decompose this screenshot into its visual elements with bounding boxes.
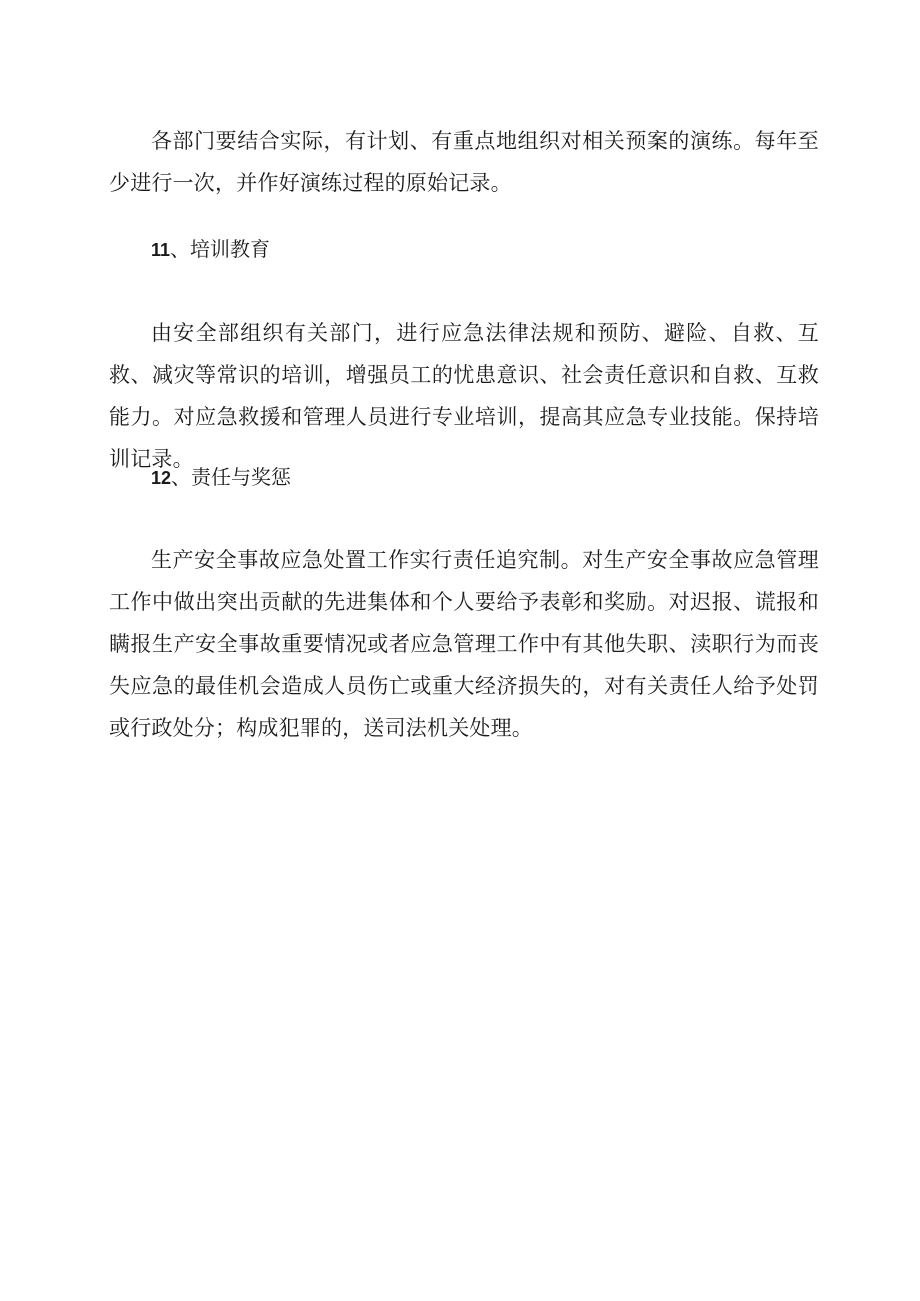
section-heading-training <box>151 234 270 265</box>
section-number: 12 <box>151 468 172 488</box>
training-paragraph: 由安全部组织有关部门，进行应急法律法规和预防、避险、自救、互救、减灾等常识的培训，增强员工的忧患意识、社会责任意识和自救、互救能力。对应急救援和管理人员进行专业培训，提高其应急专业技能。保持培训记录。 <box>109 321 819 471</box>
section-separator: 、 <box>171 465 192 489</box>
section-title: 责任与奖惩 <box>191 465 292 489</box>
drill-paragraph: 各部门要结合实际，有计划、有重点地组织对相关预案的演练。每年至少进行一次，并作好演练过程的原始记录。 <box>109 129 819 195</box>
section-number: 11 <box>151 240 171 260</box>
section-title: 培训教育 <box>190 237 271 261</box>
section-separator: 、 <box>170 237 191 261</box>
responsibility-paragraph: 生产安全事故应急处置工作实行责任追究制。对生产安全事故应急管理工作中做出突出贡献的先进集体和个人要给予表彰和奖励。对迟报、谎报和瞒报生产安全事故重要情况或者应急管理工作中有其他失职、渎职行为而丧失应急的最佳机会造成人员伤亡或重大经济损失的，对有关责任人给予处罚或行政处分；构成犯罪的，送司法机关处理。 <box>109 548 819 740</box>
section-heading-responsibility <box>151 462 291 493</box>
